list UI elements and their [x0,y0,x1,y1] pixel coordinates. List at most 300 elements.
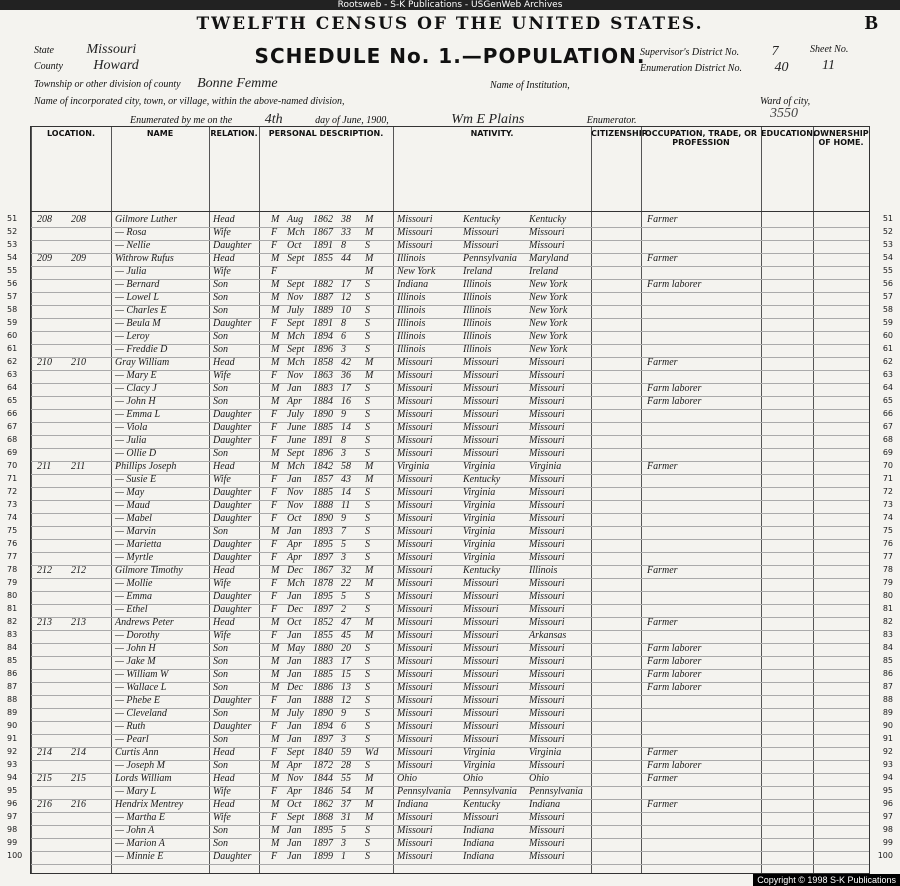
cell-month: Jan [287,734,302,745]
table-row [7,474,893,486]
cell-birth: Missouri [397,435,433,446]
cell-rel: Daughter [213,552,252,563]
cell-age: 3 [341,448,346,459]
cell-father: Missouri [463,578,499,589]
table-row [7,591,893,603]
cell-ms: M [365,227,374,238]
line-number: 67 [7,422,18,431]
table-row [7,643,893,655]
cell-sex: M [271,383,280,394]
cell-year: 1857 [313,474,333,485]
cell-sex: M [271,669,280,680]
line-number-right: 74 [882,513,893,522]
cell-name: Curtis Ann [115,747,159,758]
cell-mother: Missouri [529,422,565,433]
cell-month: Mch [287,357,305,368]
cell-occ: Farm laborer [647,396,702,407]
cell-birth: Missouri [397,448,433,459]
schedule-title: SCHEDULE No. 1.—POPULATION. [254,44,646,68]
cell-name: — Phebe E [115,695,160,706]
col-nativity: NATIVITY. [470,129,514,138]
line-number-right: 66 [882,409,893,418]
table-row [7,227,893,239]
cell-mother: Missouri [529,591,565,602]
cell-rel: Son [213,292,228,303]
cell-rel: Daughter [213,539,252,550]
cell-birth: Missouri [397,760,433,771]
cell-occ: Farm laborer [647,760,702,771]
cell-birth: Missouri [397,708,433,719]
cell-birth: Missouri [397,409,433,420]
cell-father: Missouri [463,370,499,381]
cell-ms: S [365,422,370,433]
cell-year: 1862 [313,214,333,225]
cell-age: 58 [341,461,351,472]
cell-name: — Viola [115,422,148,433]
cell-month: Apr [287,552,302,563]
cell-mother: Missouri [529,643,565,654]
cell-mother: Missouri [529,760,565,771]
table-row [7,383,893,395]
cell-month: July [287,305,304,316]
cell-father: Missouri [463,422,499,433]
cell-month: Oct [287,799,302,810]
table-row [7,344,893,356]
line-number-right: 85 [882,656,893,665]
cell-ms: S [365,669,370,680]
cell-rel: Daughter [213,695,252,706]
cell-sex: M [271,448,280,459]
cell-ms: Wd [365,747,379,758]
cell-year: 1887 [313,292,333,303]
cell-age: 42 [341,357,351,368]
line-number: 58 [7,305,18,314]
cell-ms: M [365,786,374,797]
table-row [7,357,893,369]
cell-ms: M [365,253,374,264]
cell-name: — Beula M [115,318,161,329]
cell-occ: Farmer [647,747,678,758]
table-row [7,318,893,330]
cell-sex: F [271,370,278,381]
line-number-right: 69 [882,448,893,457]
line-number-right: 90 [882,721,893,730]
cell-year: 1896 [313,344,333,355]
cell-name: — Marion A [115,838,165,849]
cell-age: 12 [341,292,351,303]
cell-name: — Lowel L [115,292,159,303]
cell-name: — Ethel [115,604,148,615]
cell-mother: Missouri [529,396,565,407]
line-number: 63 [7,370,18,379]
cell-fam: 213 [71,617,86,628]
cell-father: Missouri [463,227,499,238]
line-number: 85 [7,656,18,665]
cell-year: 1872 [313,760,333,771]
cell-month: Jan [287,695,302,706]
cell-mother: Missouri [529,734,565,745]
cell-birth: Missouri [397,734,433,745]
line-number-right: 64 [882,383,893,392]
cell-mother: Missouri [529,838,565,849]
line-number-right: 96 [882,799,893,808]
cell-name: — Dorothy [115,630,160,641]
cell-rel: Son [213,448,228,459]
cell-ms: S [365,552,370,563]
cell-ms: S [365,344,370,355]
cell-month: Nov [287,292,304,303]
cell-sex: M [271,461,280,472]
cell-year: 1844 [313,773,333,784]
table-row [7,734,893,746]
cell-ms: S [365,435,370,446]
cell-rel: Head [213,799,235,810]
cell-year: 1897 [313,838,333,849]
cell-father: Virginia [463,487,496,498]
cell-birth: Indiana [397,799,429,810]
cell-name: — Pearl [115,734,149,745]
cell-year: 1894 [313,721,333,732]
cell-father: Virginia [463,747,496,758]
cell-sex: M [271,344,280,355]
cell-father: Kentucky [463,214,501,225]
cell-age: 16 [341,396,351,407]
cell-sex: M [271,565,280,576]
enumerated-line: Enumerated by me on the 4th day of June, 1900, Wm E Plains Enumerator. [130,112,637,127]
cell-age: 10 [341,305,351,316]
sheet-number: 11 [822,58,835,73]
cell-month: Sept [287,812,305,823]
cell-name: — Emma L [115,409,161,420]
line-number: 88 [7,695,18,704]
cell-name: — John H [115,643,156,654]
cell-ms: S [365,513,370,524]
cell-ms: S [365,591,370,602]
cell-name: — Mary L [115,786,157,797]
cell-fam: 209 [71,253,86,264]
cell-age: 3 [341,552,346,563]
cell-month: Nov [287,487,304,498]
cell-ms: S [365,500,370,511]
table-row [7,760,893,772]
line-number: 71 [7,474,18,483]
cell-father: Indiana [463,838,495,849]
col-location: LOCATION. [46,129,96,138]
sheet-letter: B [864,12,878,34]
cell-name: — Rosa [115,227,147,238]
cell-age: 9 [341,513,346,524]
cell-age: 15 [341,669,351,680]
cell-rel: Head [213,214,235,225]
line-number-right: 67 [882,422,893,431]
cell-father: Indiana [463,851,495,862]
cell-mother: Missouri [529,669,565,680]
line-number: 99 [7,838,18,847]
cell-month: Mch [287,578,305,589]
cell-month: Jan [287,630,302,641]
cell-age: 1 [341,851,346,862]
cell-fam: 214 [71,747,86,758]
cell-year: 1880 [313,643,333,654]
cell-ms: S [365,708,370,719]
cell-rel: Head [213,565,235,576]
line-number-right: 65 [882,396,893,405]
cell-age: 45 [341,630,351,641]
cell-month: July [287,708,304,719]
cell-sex: M [271,331,280,342]
cell-rel: Daughter [213,851,252,862]
line-number-right: 53 [882,240,893,249]
cell-sex: F [271,474,278,485]
cell-rel: Son [213,825,228,836]
table-row [7,799,893,811]
cell-sex: M [271,838,280,849]
table-row [7,838,893,850]
line-number: 96 [7,799,18,808]
line-number: 83 [7,630,18,639]
cell-age: 38 [341,214,351,225]
cell-year: 1863 [313,370,333,381]
table-row [7,721,893,733]
cell-birth: Missouri [397,591,433,602]
cell-mother: New York [529,331,568,342]
line-number-right: 94 [882,773,893,782]
cell-age: 37 [341,799,351,810]
line-number: 60 [7,331,18,340]
cell-year: 1888 [313,500,333,511]
table-row [7,435,893,447]
table-row [7,292,893,304]
cell-rel: Wife [213,227,231,238]
cell-birth: Missouri [397,500,433,511]
cell-rel: Son [213,383,228,394]
cell-ms: S [365,695,370,706]
cell-birth: Missouri [397,539,433,550]
cell-occ: Farmer [647,799,678,810]
cell-father: Virginia [463,526,496,537]
cell-year: 1855 [313,253,333,264]
cell-name: — May [115,487,145,498]
cell-birth: Missouri [397,721,433,732]
cell-ms: S [365,656,370,667]
line-number-right: 98 [882,825,893,834]
cell-sex: F [271,812,278,823]
cell-month: Mch [287,461,305,472]
cell-ms: S [365,331,370,342]
cell-mother: Missouri [529,474,565,485]
cell-occ: Farm laborer [647,656,702,667]
cell-sex: M [271,708,280,719]
cell-sex: M [271,825,280,836]
cell-father: Missouri [463,409,499,420]
cell-occ: Farmer [647,461,678,472]
cell-birth: Missouri [397,357,433,368]
cell-age: 47 [341,617,351,628]
table-row [7,396,893,408]
cell-birth: Illinois [397,253,426,264]
cell-rel: Wife [213,266,231,277]
cell-father: Pennsylvania [463,786,517,797]
cell-sex: F [271,604,278,615]
cell-sex: M [271,617,280,628]
cell-sex: F [271,721,278,732]
line-number: 92 [7,747,18,756]
cell-ms: M [365,799,374,810]
cell-sex: F [271,851,278,862]
cell-mother: New York [529,318,568,329]
cell-name: Phillips Joseph [115,461,177,472]
cell-month: Aug [287,214,304,225]
cell-name: — Ruth [115,721,146,732]
cell-rel: Head [213,747,235,758]
table-row [7,552,893,564]
cell-birth: Pennsylvania [397,786,451,797]
cell-ms: S [365,825,370,836]
line-number: 80 [7,591,18,600]
township-field: Township or other division of county Bonne Femme [34,76,278,91]
cell-month: Oct [287,617,302,628]
cell-rel: Daughter [213,604,252,615]
line-number: 53 [7,240,18,249]
line-number-right: 54 [882,253,893,262]
cell-sex: F [271,591,278,602]
cell-year: 1891 [313,318,333,329]
cell-rel: Daughter [213,721,252,732]
cell-ms: S [365,604,370,615]
cell-birth: Illinois [397,292,426,303]
cell-name: — Susie E [115,474,157,485]
cell-age: 6 [341,721,346,732]
cell-ms: M [365,812,374,823]
cell-mother: Missouri [529,617,565,628]
cell-occ: Farmer [647,773,678,784]
table-row [7,266,893,278]
cell-name: Gray William [115,357,170,368]
cell-ms: S [365,682,370,693]
cell-year: 1884 [313,396,333,407]
cell-age: 5 [341,591,346,602]
cell-birth: Illinois [397,318,426,329]
line-number-right: 86 [882,669,893,678]
table-row [7,604,893,616]
cell-ms: S [365,721,370,732]
col-citizenship: CITIZENSHIP. [591,129,650,138]
table-row [7,253,893,265]
cell-dw: 212 [37,565,52,576]
cell-father: Missouri [463,812,499,823]
cell-name: Andrews Peter [115,617,174,628]
cell-dw: 211 [37,461,52,472]
cell-rel: Daughter [213,409,252,420]
county-field: County Howard [34,58,139,73]
cell-fam: 215 [71,773,86,784]
cell-mother: Virginia [529,747,562,758]
cell-father: Missouri [463,591,499,602]
cell-mother: Missouri [529,227,565,238]
line-number: 70 [7,461,18,470]
cell-year: 1885 [313,669,333,680]
census-grid [7,126,893,874]
cell-rel: Wife [213,630,231,641]
line-number: 56 [7,279,18,288]
cell-rel: Son [213,734,228,745]
cell-mother: Missouri [529,357,565,368]
line-number: 64 [7,383,18,392]
cell-mother: Missouri [529,500,565,511]
cell-occ: Farmer [647,617,678,628]
cell-father: Missouri [463,357,499,368]
col-relation: RELATION. [210,129,258,138]
table-row [7,409,893,421]
table-row [7,630,893,642]
cell-mother: Illinois [529,565,558,576]
line-number-right: 56 [882,279,893,288]
cell-rel: Head [213,617,235,628]
cell-ms: S [365,448,370,459]
cell-sex: F [271,409,278,420]
cell-year: 1897 [313,552,333,563]
cell-month: Apr [287,786,302,797]
cell-father: Illinois [463,305,492,316]
cell-rel: Son [213,643,228,654]
cell-sex: F [271,435,278,446]
cell-month: Apr [287,760,302,771]
cell-ms: S [365,487,370,498]
cell-sex: F [271,539,278,550]
cell-month: Apr [287,539,302,550]
table-row [7,539,893,551]
line-number: 59 [7,318,18,327]
cell-age: 55 [341,773,351,784]
table-row [7,669,893,681]
line-number: 81 [7,604,18,613]
cell-sex: M [271,760,280,771]
col-personal: PERSONAL DESCRIPTION. [268,129,384,138]
line-number-right: 87 [882,682,893,691]
cell-sex: F [271,747,278,758]
cell-age: 11 [341,500,351,511]
cell-age: 44 [341,253,351,264]
cell-rel: Son [213,682,228,693]
cell-ms: S [365,383,370,394]
cell-month: Sept [287,747,305,758]
line-number-right: 92 [882,747,893,756]
cell-age: 9 [341,409,346,420]
table-row [7,825,893,837]
cell-month: Nov [287,500,304,511]
cell-birth: Missouri [397,227,433,238]
cell-year: 1883 [313,656,333,667]
table-row [7,578,893,590]
cell-mother: Missouri [529,851,565,862]
cell-father: Virginia [463,552,496,563]
cell-age: 7 [341,526,346,537]
cell-sex: M [271,799,280,810]
line-number-right: 52 [882,227,893,236]
cell-month: Jan [287,721,302,732]
line-number: 78 [7,565,18,574]
cell-name: — John A [115,825,155,836]
cell-rel: Son [213,708,228,719]
cell-father: Missouri [463,708,499,719]
table-row [7,708,893,720]
cell-birth: Missouri [397,747,433,758]
cell-father: Kentucky [463,474,501,485]
cell-mother: Maryland [529,253,569,264]
cell-name: — Julia [115,266,147,277]
cell-age: 8 [341,318,346,329]
cell-occ: Farmer [647,214,678,225]
